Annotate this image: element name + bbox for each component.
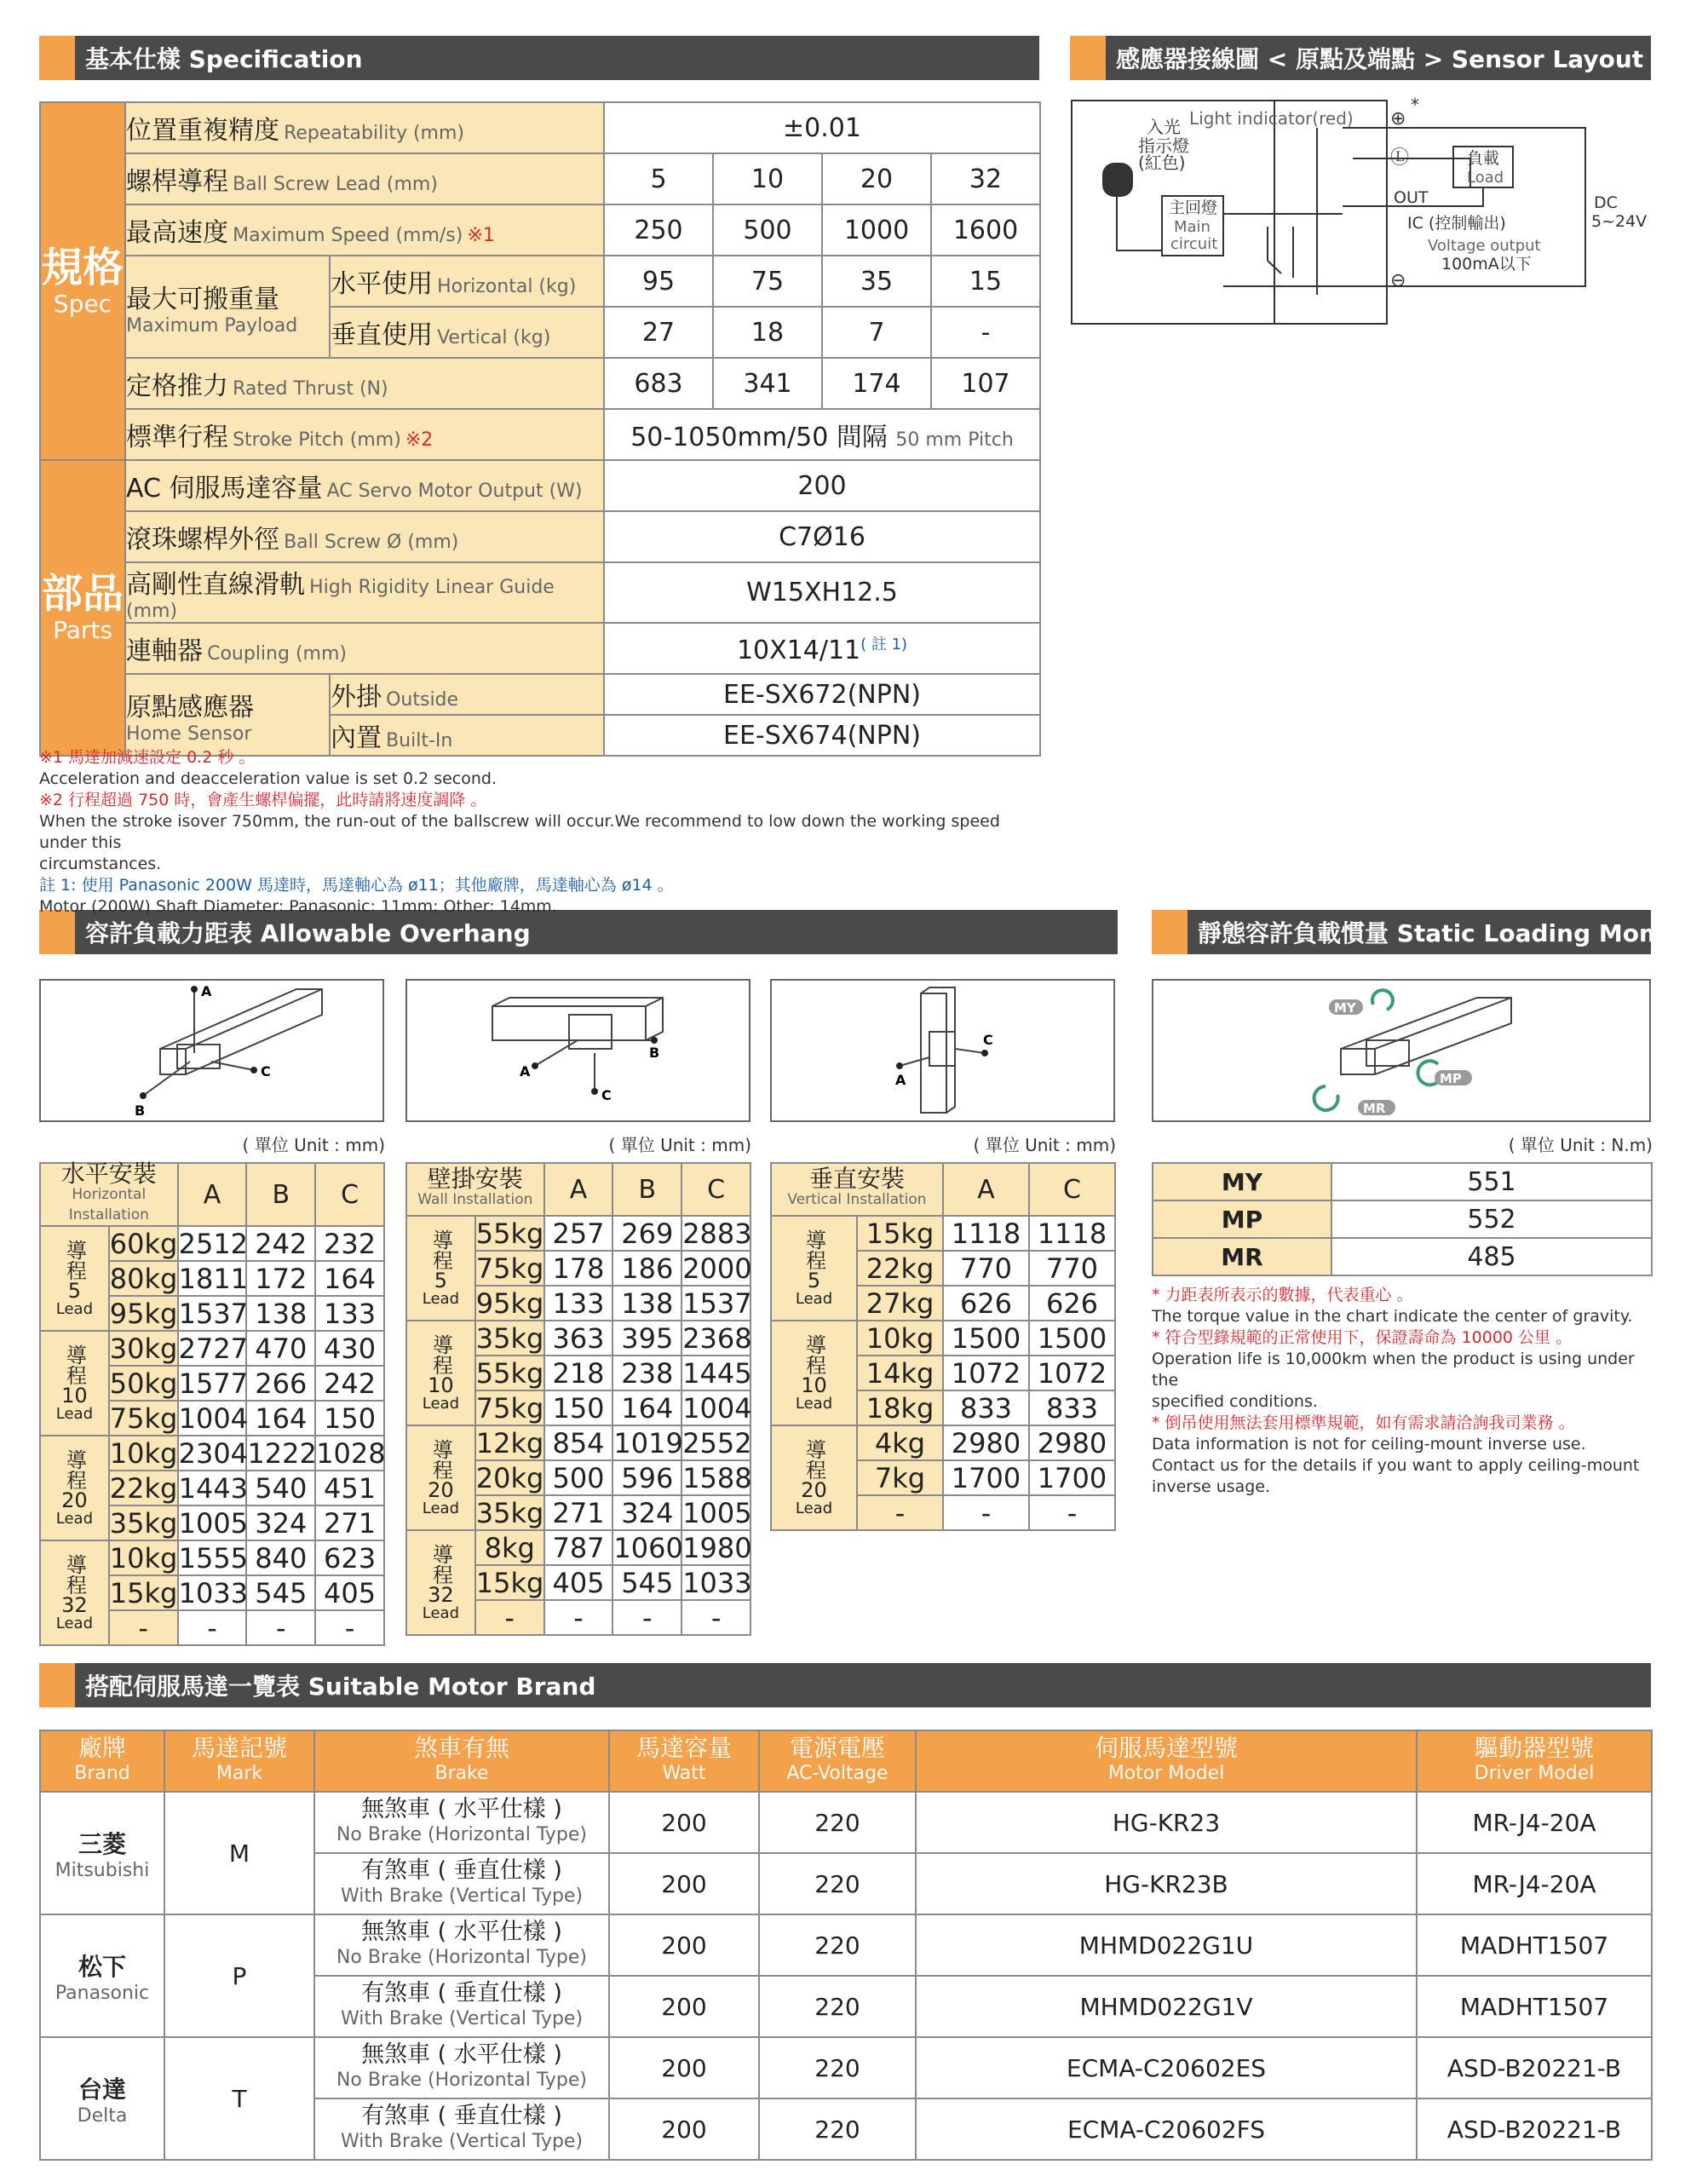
svg-text:負載: 負載 — [1467, 149, 1500, 168]
table-cell: 1555 — [178, 1541, 249, 1574]
svg-text:MP: MP — [1440, 1071, 1462, 1086]
note-line: inverse usage. — [1152, 1477, 1271, 1496]
table-cell: 35kg — [475, 1321, 544, 1355]
table-cell: 220 — [759, 1792, 916, 1853]
note-line: 註 1: 使用 Panasonic 200W 馬達時，馬達軸心為 ø11；其他廠牌，馬達軸心為 ø14 。 — [39, 876, 674, 895]
svg-text:*: * — [1411, 95, 1419, 115]
table-cell: 15kg — [475, 1566, 544, 1599]
svg-text:Load: Load — [1467, 169, 1504, 187]
table-cell: 770 — [1029, 1251, 1115, 1286]
table-cell: 2980 — [1029, 1425, 1115, 1460]
svg-text:A: A — [895, 1072, 906, 1088]
column-header: A — [178, 1163, 247, 1226]
table-cell: 133 — [544, 1286, 613, 1321]
lead-cell: 導程 20 Lead — [40, 1436, 109, 1540]
note-line: Contact us for the details if you want to apply ceiling-mount — [1152, 1456, 1640, 1475]
table-cell: 164 — [246, 1401, 315, 1436]
svg-text:入光: 入光 — [1147, 117, 1181, 137]
overhang-title: 壁掛安裝 Wall Installation — [406, 1163, 544, 1216]
table-cell: 35kg — [109, 1506, 178, 1540]
spec-table: 規格 Spec 位置重複精度 Repeatability (mm) ±0.01 螺桿導程 Ball Screw Lead (mm) 5 10 20 32 最高速度 Maximum Speed (mm/s) ※1 250 500 1000 1600 最大可搬重量 Maximum Payload 水平使用 Horizontal (kg) 95 75 35 15 垂直使用 Vertical (kg) 27 18 7 - 定格推力 Rated Thrust (N) 683 341 174 107 標準行程 Stroke Pitch (mm) ※2 50-1050mm/50 間隔 50 mm Pitch 部品 Parts AC 伺服馬達容量 AC Servo Motor Output (W) 200 滾珠螺桿外徑 Ball Screw Ø (mm) C7Ø16 高剛性直線滑軌 High Rigidity Linear Guide (mm) W15XH12.5 連軸器 Coupling (mm) $10X14/11^{( 註 1)}$ 原點感應器 Home Sensor 外掛 Outside EE-SX672(NPN) 內置 Built-In EE-SX674(NPN) — [39, 101, 1041, 757]
table-row — [40, 1226, 384, 1261]
table-cell: 220 — [759, 1853, 916, 1914]
table-cell: 150 — [315, 1401, 384, 1436]
table-cell: 1577 — [178, 1367, 249, 1400]
table-cell: - — [544, 1600, 613, 1635]
mark-cell: P — [164, 1914, 314, 2037]
overhang-table — [405, 1162, 751, 1636]
svg-text:MY: MY — [1334, 1000, 1356, 1016]
table-cell: 1537 — [178, 1297, 249, 1330]
moment-diagram — [1152, 979, 1651, 1122]
table-cell: 451 — [315, 1471, 384, 1505]
spec-header: 基本仕樣 Specification — [39, 36, 1039, 80]
note-line: circumstances. — [39, 855, 162, 873]
table-cell: 10kg — [109, 1436, 178, 1470]
overhang-unit-3: ( 單位 Unit : mm) — [973, 1135, 1116, 1155]
table-cell: - — [857, 1495, 943, 1530]
table-cell: 4kg — [857, 1425, 943, 1460]
table-cell: 623 — [315, 1540, 384, 1575]
table-row — [771, 1321, 1115, 1356]
table-cell: 22kg — [857, 1251, 943, 1286]
svg-text:Main: Main — [1174, 218, 1211, 236]
svg-text:(紅色): (紅色) — [1138, 153, 1186, 173]
spec-notes — [39, 747, 1044, 918]
table-cell: ECMA-C20602ES — [916, 2037, 1417, 2098]
table-cell: 540 — [246, 1471, 315, 1505]
sensor-diagram — [1070, 95, 1648, 329]
brake-cell: 無煞車 ( 水平仕樣 ) No Brake (Horizontal Type) — [314, 1792, 609, 1853]
table-cell: 787 — [544, 1530, 613, 1565]
svg-text:C: C — [983, 1032, 993, 1048]
lead-cell: 導程 10 Lead — [406, 1321, 475, 1425]
table-cell: 75kg — [475, 1391, 544, 1425]
table-cell: ASD-B20221-B — [1417, 2098, 1652, 2160]
table-cell: 2512 — [178, 1227, 249, 1260]
mark-cell: M — [164, 1792, 314, 1914]
table-cell: 833 — [1029, 1390, 1115, 1425]
table-cell: 269 — [612, 1216, 681, 1251]
table-cell: 2980 — [943, 1425, 1029, 1460]
overhang-title: 垂直安裝 Vertical Installation — [771, 1163, 943, 1216]
table-cell: - — [1029, 1495, 1115, 1530]
table-cell: 242 — [315, 1366, 384, 1401]
brake-cell: 有煞車 ( 垂直仕樣 ) With Brake (Vertical Type) — [314, 2098, 609, 2160]
brand-cell: 松下 Panasonic — [40, 1914, 164, 2037]
note-line: Motor (200W) Shaft Diameter: Panasonic: 11mm; Other: 14mm. — [39, 897, 557, 916]
table-cell: 1811 — [178, 1262, 249, 1295]
table-cell: 545 — [246, 1575, 315, 1610]
table-cell: 1072 — [1029, 1356, 1115, 1390]
overhang-unit-1: ( 單位 Unit : mm) — [242, 1135, 385, 1155]
note-line: ※1 馬達加減速設定 0.2 秒 。 — [39, 748, 256, 767]
table-cell: 7kg — [857, 1460, 943, 1495]
table-cell: 1700 — [1029, 1460, 1115, 1495]
table-cell: MR-J4-20A — [1417, 1792, 1652, 1853]
table-cell: 55kg — [475, 1356, 544, 1390]
table-cell: 2304 — [178, 1436, 249, 1470]
table-cell: 8kg — [475, 1530, 544, 1565]
table-cell: 133 — [315, 1296, 384, 1331]
table-cell: 1445 — [682, 1356, 752, 1390]
note-line: Acceleration and deacceleration value is set 0.2 second. — [39, 769, 497, 788]
brake-cell: 有煞車 ( 垂直仕樣 ) With Brake (Vertical Type) — [314, 1976, 609, 2037]
lead-cell: 導程 5 Lead — [771, 1216, 857, 1321]
table-cell: - — [943, 1495, 1029, 1530]
horizontal-overhang-diagram — [39, 979, 384, 1122]
table-cell: 1028 — [316, 1436, 386, 1470]
table-cell: 75kg — [475, 1252, 544, 1285]
table-cell: 266 — [246, 1366, 315, 1401]
table-cell: 220 — [759, 1976, 916, 2037]
table-cell: 95kg — [475, 1287, 544, 1320]
table-row — [406, 1530, 750, 1565]
table-cell: 1060 — [613, 1531, 683, 1564]
table-cell: 75kg — [109, 1402, 178, 1435]
motor-header: 搭配伺服馬達一覽表 Suitable Motor Brand — [39, 1663, 1651, 1707]
moment-unit: ( 單位 Unit : N.m) — [1508, 1135, 1653, 1155]
table-row — [40, 1436, 384, 1471]
table-cell: MADHT1507 — [1417, 1976, 1652, 2037]
table-cell: 150 — [544, 1390, 613, 1425]
table-cell: 1072 — [943, 1356, 1029, 1390]
column-header: B — [246, 1163, 315, 1226]
column-header: A — [544, 1163, 613, 1216]
table-cell: 55kg — [475, 1217, 544, 1250]
table-cell: 50kg — [109, 1367, 178, 1400]
svg-text:主回燈: 主回燈 — [1169, 199, 1218, 217]
table-cell: - — [475, 1600, 544, 1635]
table-cell: - — [681, 1600, 750, 1635]
table-cell: 1537 — [682, 1287, 752, 1320]
table-cell: ASD-B20221-B — [1417, 2037, 1652, 2098]
column-header: C — [315, 1163, 384, 1226]
svg-text:⊖: ⊖ — [1390, 270, 1406, 291]
table-cell: 80kg — [109, 1262, 178, 1295]
column-header: A — [943, 1163, 1029, 1216]
table-row — [40, 2037, 1652, 2098]
table-cell: MR-J4-20A — [1417, 1853, 1652, 1914]
table-row — [40, 1914, 1652, 1976]
table-cell: 626 — [943, 1286, 1029, 1321]
overhang-table — [770, 1162, 1116, 1531]
table-cell: 1033 — [682, 1566, 752, 1599]
table-cell: 242 — [246, 1226, 315, 1261]
table-row — [40, 1792, 1652, 1853]
table-cell: 15kg — [109, 1576, 178, 1609]
table-cell: 2368 — [682, 1321, 752, 1355]
table-cell: 854 — [544, 1425, 613, 1460]
table-cell: 1019 — [613, 1426, 683, 1459]
table-row — [406, 1216, 750, 1251]
table-cell: HG-KR23 — [916, 1792, 1417, 1853]
table-row — [771, 1216, 1115, 1251]
lead-cell: 導程 32 Lead — [406, 1530, 475, 1635]
table-cell: 405 — [544, 1565, 613, 1600]
table-cell: 238 — [612, 1356, 681, 1390]
moment-notes — [1152, 1285, 1654, 1498]
svg-text:Voltage output: Voltage output — [1428, 237, 1541, 255]
sensor-header: 感應器接線圖 < 原點及端點 > Sensor Layout — [1070, 36, 1651, 80]
svg-text:MR: MR — [1363, 1101, 1386, 1116]
svg-text:DC: DC — [1594, 193, 1618, 212]
table-cell: - — [246, 1610, 315, 1645]
table-cell: 1005 — [682, 1496, 752, 1529]
table-cell: 186 — [612, 1251, 681, 1286]
table-cell: 833 — [943, 1390, 1029, 1425]
overhang-unit-2: ( 單位 Unit : mm) — [608, 1135, 751, 1155]
svg-text:B: B — [649, 1045, 660, 1061]
table-cell: 200 — [609, 1914, 759, 1976]
note-line: * 力距表所表示的數據，代表重心 。 — [1152, 1286, 1413, 1304]
table-cell: 1118 — [1029, 1216, 1115, 1251]
table-cell: 200 — [609, 2037, 759, 2098]
table-cell: 164 — [315, 1261, 384, 1296]
table-cell: - — [178, 1610, 247, 1645]
note-line: The torque value in the chart indicate the center of gravity. — [1152, 1307, 1633, 1326]
table-cell: 2727 — [178, 1332, 249, 1365]
brake-cell: 無煞車 ( 水平仕樣 ) No Brake (Horizontal Type) — [314, 2037, 609, 2098]
table-cell: 232 — [315, 1226, 384, 1261]
table-cell: 218 — [544, 1356, 613, 1390]
moment-table: MY 551 MP 552 MR 485 — [1152, 1162, 1653, 1276]
overhang-title: 水平安裝 Horizontal Installation — [40, 1163, 178, 1226]
table-cell: 15kg — [857, 1216, 943, 1251]
spec-group-cell: 規格 Spec — [40, 102, 125, 460]
svg-text:C: C — [601, 1087, 612, 1103]
table-cell: 395 — [612, 1321, 681, 1356]
table-cell: 178 — [544, 1251, 613, 1286]
svg-text:IC (控制輸出): IC (控制輸出) — [1407, 214, 1506, 233]
svg-text:A: A — [520, 1063, 531, 1079]
table-cell: 500 — [544, 1460, 613, 1495]
table-cell: 18kg — [857, 1390, 943, 1425]
mark-cell: T — [164, 2037, 314, 2160]
table-cell: 2883 — [682, 1217, 752, 1250]
note-line: Data information is not for ceiling-mount inverse use. — [1152, 1435, 1586, 1454]
table-row — [40, 1540, 384, 1575]
svg-text:circuit: circuit — [1170, 235, 1218, 253]
table-cell: 20kg — [475, 1461, 544, 1494]
lead-cell: 導程 10 Lead — [771, 1321, 857, 1425]
table-cell: 1980 — [682, 1531, 752, 1564]
table-cell: 35kg — [475, 1496, 544, 1529]
table-cell: 1443 — [178, 1471, 249, 1505]
table-cell: 200 — [609, 1792, 759, 1853]
table-cell: - — [109, 1610, 178, 1645]
table-cell: 1500 — [943, 1321, 1029, 1356]
note-line: When the stroke isover 750mm, the run-out of the ballscrew will occur.We recommend to low down the working speed under this — [39, 812, 1000, 852]
table-cell: - — [612, 1600, 681, 1635]
note-line: * 符合型錄規範的正常使用下，保證壽命為 10000 公里 。 — [1152, 1328, 1573, 1347]
svg-text:5~24V: 5~24V — [1591, 212, 1648, 231]
table-cell: 30kg — [109, 1332, 178, 1365]
brand-cell: 三菱 Mitsubishi — [40, 1792, 164, 1914]
table-cell: 220 — [759, 2037, 916, 2098]
table-cell: 60kg — [109, 1227, 178, 1260]
table-cell: 1033 — [178, 1576, 249, 1609]
table-cell: 324 — [612, 1495, 681, 1530]
table-cell: - — [315, 1610, 384, 1645]
note-line: specified conditions. — [1152, 1392, 1318, 1411]
table-cell: 95kg — [109, 1297, 178, 1330]
table-row — [771, 1425, 1115, 1460]
table-cell: 430 — [315, 1331, 384, 1366]
table-cell: 200 — [609, 1976, 759, 2037]
svg-text:C: C — [261, 1063, 271, 1079]
vertical-overhang-diagram — [770, 979, 1115, 1122]
table-cell: 271 — [315, 1505, 384, 1540]
table-row — [406, 1321, 750, 1356]
light-indicator-label: Light indicator(red) — [1189, 108, 1354, 129]
table-cell: 1005 — [178, 1506, 249, 1540]
overhang-table — [39, 1162, 385, 1646]
table-cell: 2000 — [682, 1252, 752, 1285]
table-cell: 220 — [759, 1914, 916, 1976]
table-cell: 10kg — [857, 1321, 943, 1356]
table-cell: 138 — [612, 1286, 681, 1321]
lead-cell: 導程 32 Lead — [40, 1540, 109, 1645]
table-cell: 14kg — [857, 1356, 943, 1390]
table-cell: 470 — [246, 1331, 315, 1366]
overhang-header: 容許負載力距表 Allowable Overhang — [39, 910, 1118, 954]
table-cell: 1222 — [247, 1436, 317, 1470]
table-cell: MADHT1507 — [1417, 1914, 1652, 1976]
svg-text:100mA以下: 100mA以下 — [1441, 255, 1532, 273]
table-cell: 626 — [1029, 1286, 1115, 1321]
lead-cell: 導程 20 Lead — [406, 1425, 475, 1530]
table-cell: 324 — [246, 1505, 315, 1540]
brand-cell: 台達 Delta — [40, 2037, 164, 2160]
note-line: Operation life is 10,000km when the product is using under the — [1152, 1350, 1635, 1390]
svg-text:Ⓛ: Ⓛ — [1390, 147, 1410, 169]
table-cell: 363 — [544, 1321, 613, 1356]
table-cell: 1700 — [943, 1460, 1029, 1495]
lead-cell: 導程 5 Lead — [406, 1216, 475, 1321]
column-header: B — [612, 1163, 681, 1216]
table-cell: 138 — [246, 1296, 315, 1331]
lead-cell: 導程 20 Lead — [771, 1425, 857, 1530]
lead-cell: 導程 10 Lead — [40, 1331, 109, 1436]
note-line: ※2 行程超過 750 時，會產生螺桿偏擺，此時請將速度調降 。 — [39, 791, 487, 809]
svg-text:OUT: OUT — [1394, 188, 1429, 207]
brake-cell: 無煞車 ( 水平仕樣 ) No Brake (Horizontal Type) — [314, 1914, 609, 1976]
moment-header: 靜態容許負載慣量 Static Loading Moment — [1152, 910, 1651, 954]
table-cell: 172 — [246, 1261, 315, 1296]
table-cell: 200 — [609, 1853, 759, 1914]
svg-text:指示燈: 指示燈 — [1138, 135, 1189, 156]
table-cell: 1004 — [682, 1391, 752, 1425]
table-cell: 271 — [544, 1495, 613, 1530]
column-header: C — [681, 1163, 750, 1216]
table-cell: 1588 — [682, 1461, 752, 1494]
table-cell: 12kg — [475, 1426, 544, 1459]
wall-overhang-diagram — [405, 979, 750, 1122]
table-cell: 1004 — [178, 1402, 249, 1435]
table-cell: HG-KR23B — [916, 1853, 1417, 1914]
table-cell: 22kg — [109, 1471, 178, 1505]
table-cell: ECMA-C20602FS — [916, 2098, 1417, 2160]
table-cell: 164 — [612, 1390, 681, 1425]
svg-text:B: B — [135, 1102, 146, 1119]
table-cell: 840 — [246, 1540, 315, 1575]
motor-table: 廠牌 Brand 馬達記號 Mark 煞車有無 Brake 馬達容量 Watt 電源電壓 AC-Voltage 伺服馬達型號 Motor Model 驅動器型號 Driver Model 三菱 Mitsubishi M 無煞車 ( 水平仕樣 ) No Brake (Horizontal Type) 200 220 HG-KR23 MR-J4-20A 有煞車 ( 垂直仕樣 ) With Brake (Vertical Type) 200 220 HG-KR23B MR-J4-20A 松下 Panasonic P 無煞車 ( 水平仕樣 ) No Brake (Horizontal Type) 200 220 MHMD022G1U MADHT1507 有煞車 ( 垂直仕樣 ) With Brake (Vertical Type) 200 220 MHMD022G1V MADHT1507 台達 Delta T 無煞車 ( 水平仕樣 ) No Brake (Horizontal Type) 200 220 ECMA-C20602ES ASD-B20221-B 有煞車 ( 垂直仕樣 ) With Brake (Vertical Type) 200 220 ECMA-C20602FS ASD-B20221-B — [39, 1730, 1653, 2161]
svg-text:⊕: ⊕ — [1390, 108, 1406, 130]
table-cell: 545 — [612, 1565, 681, 1600]
svg-text:A: A — [201, 983, 212, 999]
table-cell: MHMD022G1V — [916, 1976, 1417, 2037]
column-header: C — [1029, 1163, 1115, 1216]
table-cell: 2552 — [682, 1426, 752, 1459]
brake-cell: 有煞車 ( 垂直仕樣 ) With Brake (Vertical Type) — [314, 1853, 609, 1914]
table-cell: 10kg — [109, 1541, 178, 1574]
table-cell: 1500 — [1029, 1321, 1115, 1356]
table-cell: 596 — [612, 1460, 681, 1495]
table-row — [406, 1425, 750, 1460]
table-cell: 200 — [609, 2098, 759, 2160]
table-cell: 1118 — [943, 1216, 1029, 1251]
table-cell: 257 — [544, 1216, 613, 1251]
table-row — [40, 1331, 384, 1366]
table-cell: 405 — [315, 1575, 384, 1610]
table-cell: 27kg — [857, 1286, 943, 1321]
table-cell: 220 — [759, 2098, 916, 2160]
note-line: * 倒吊使用無法套用標準規範，如有需求請洽詢我司業務 。 — [1152, 1413, 1575, 1432]
lead-cell: 導程 5 Lead — [40, 1226, 109, 1331]
table-cell: MHMD022G1U — [916, 1914, 1417, 1976]
table-cell: 770 — [943, 1251, 1029, 1286]
